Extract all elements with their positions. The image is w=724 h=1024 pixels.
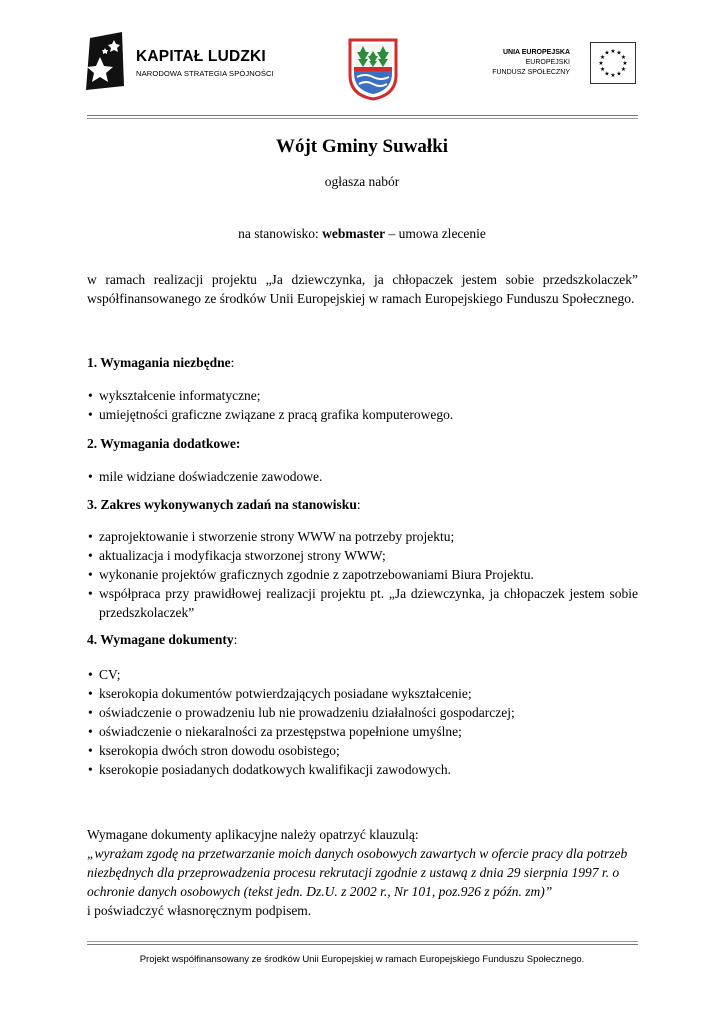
eu-line2: EUROPEJSKI xyxy=(525,59,570,66)
eu-line3: FUNDUSZ SPOŁECZNY xyxy=(492,69,570,76)
section-2-heading-text: 2. Wymagania dodatkowe: xyxy=(87,436,241,451)
footer-rule-thin xyxy=(87,941,638,942)
section-1-colon: : xyxy=(230,355,235,370)
section-1-heading-text: 1. Wymagania niezbędne xyxy=(87,355,231,370)
position-line xyxy=(0,226,724,242)
eu-flag-star-icon: ★ xyxy=(604,71,610,78)
eu-flag-icon xyxy=(590,42,636,84)
eu-efs-logo xyxy=(490,42,640,86)
eu-flag-star-icon: ★ xyxy=(620,67,627,73)
footer-rule xyxy=(87,944,638,945)
list-item: • wykonanie projektów graficznych zgodnie z zapotrzebowaniami Biura Projektu. xyxy=(87,565,638,584)
list-item: • aktualizacja i modyfikacja stworzonej strony WWW; xyxy=(87,546,638,565)
section-3-colon: : xyxy=(356,497,361,512)
header-rule-thin xyxy=(87,118,638,119)
section-3-heading xyxy=(87,497,361,513)
kapital-ludzki-star-icon xyxy=(82,32,128,90)
footer-text: Projekt współfinansowany ze środków Unii Europejskiej w ramach Europejskiego Funduszu Społecznego. xyxy=(139,954,585,965)
eu-flag-star-icon: ★ xyxy=(616,50,622,57)
closing-lead: Wymagane dokumenty aplikacyjne należy opatrzyć klauzulą: xyxy=(87,827,419,842)
eu-flag-star-icon: ★ xyxy=(599,55,606,61)
list-item: • mile widziane doświadczenie zawodowe. xyxy=(87,467,638,486)
position-name: webmaster xyxy=(322,226,386,241)
consent-clause: „wyrażam zgodę na przetwarzanie moich danych osobowych zawartych w ofercie pracy dla potrzeb niezbędnych dla przeprowadzenia procesu rekrutacji zgodnie z ustawą z dnia 29 sierpnia 1997 r. o ochronie danych osobowych (tekst jedn. Dz.U. z 2002 r., Nr 101, poz.926 z późn. zm)” xyxy=(87,846,628,899)
eu-line1: UNIA EUROPEJSKA xyxy=(502,49,570,56)
list-item: • umiejętności graficzne związane z pracą grafika komputerowego. xyxy=(87,405,638,424)
list-item: • oświadczenie o niekaralności za przestępstwa popełnione umyślne; xyxy=(87,722,638,741)
letterhead xyxy=(0,0,724,118)
gmina-suwalki-crest-icon xyxy=(347,37,399,101)
section-4-list xyxy=(87,665,638,779)
section-4-heading xyxy=(87,632,237,648)
list-item: • współpraca przy prawidłowej realizacji projektu pt. „Ja dziewczynka, ja chłopaczek jestem sobie przedszkolaczek” xyxy=(87,584,638,622)
eu-flag-star-icon: ★ xyxy=(622,61,628,67)
list-item: • wykształcenie informatyczne; xyxy=(87,386,638,405)
list-item: • oświadczenie o prowadzeniu lub nie prowadzeniu działalności gospodarczej; xyxy=(87,703,638,722)
eu-flag-star-icon: ★ xyxy=(616,71,622,78)
announcement-subtitle: ogłasza nabór xyxy=(324,174,400,189)
eu-flag-star-icon: ★ xyxy=(604,50,610,57)
section-1-list xyxy=(87,386,638,424)
kapital-ludzki-logo xyxy=(82,32,282,90)
header-rule xyxy=(87,115,638,116)
eu-flag-star-icon: ★ xyxy=(599,67,606,73)
list-item: • CV; xyxy=(87,665,638,684)
eu-efs-text xyxy=(492,48,570,78)
eu-flag-star-icon: ★ xyxy=(620,55,627,61)
section-3-heading-text: 3. Zakres wykonywanych zadań na stanowisku xyxy=(87,497,357,512)
eu-flag-star-icon: ★ xyxy=(610,49,616,55)
list-item: • kserokopia dwóch stron dowodu osobistego; xyxy=(87,741,638,760)
intro-paragraph: w ramach realizacji projektu „Ja dziewczynka, ja chłopaczek jestem sobie przedszkolaczek” współfinansowanego ze środków Unii Europejskiej w ramach Europejskiego Funduszu Społecznego. xyxy=(87,272,638,306)
list-item: • kserokopie posiadanych dodatkowych kwalifikacji zawodowych. xyxy=(87,760,638,779)
kapital-ludzki-title: KAPITAŁ LUDZKI xyxy=(136,48,266,65)
section-4-heading-text: 4. Wymagane dokumenty xyxy=(87,632,234,647)
section-1-heading xyxy=(87,355,234,371)
kapital-ludzki-subtitle: NARODOWA STRATEGIA SPÓJNOŚCI xyxy=(136,69,274,78)
eu-flag-star-icon: ★ xyxy=(610,73,616,79)
section-3-list xyxy=(87,527,638,622)
section-2-heading xyxy=(87,436,240,452)
section-4-colon: : xyxy=(233,632,238,647)
position-suffix: – umowa zlecenie xyxy=(385,226,486,241)
section-2-list xyxy=(87,467,638,486)
list-item: • zaprojektowanie i stworzenie strony WWW na potrzeby projektu; xyxy=(87,527,638,546)
closing-tail: i poświadczyć własnoręcznym podpisem. xyxy=(87,903,312,918)
position-prefix: na stanowisko: xyxy=(238,226,323,241)
eu-flag-star-icon: ★ xyxy=(598,61,604,67)
list-item: • kserokopia dokumentów potwierdzających posiadane wykształcenie; xyxy=(87,684,638,703)
closing-block xyxy=(87,825,638,920)
page-title: Wójt Gminy Suwałki xyxy=(275,136,449,157)
